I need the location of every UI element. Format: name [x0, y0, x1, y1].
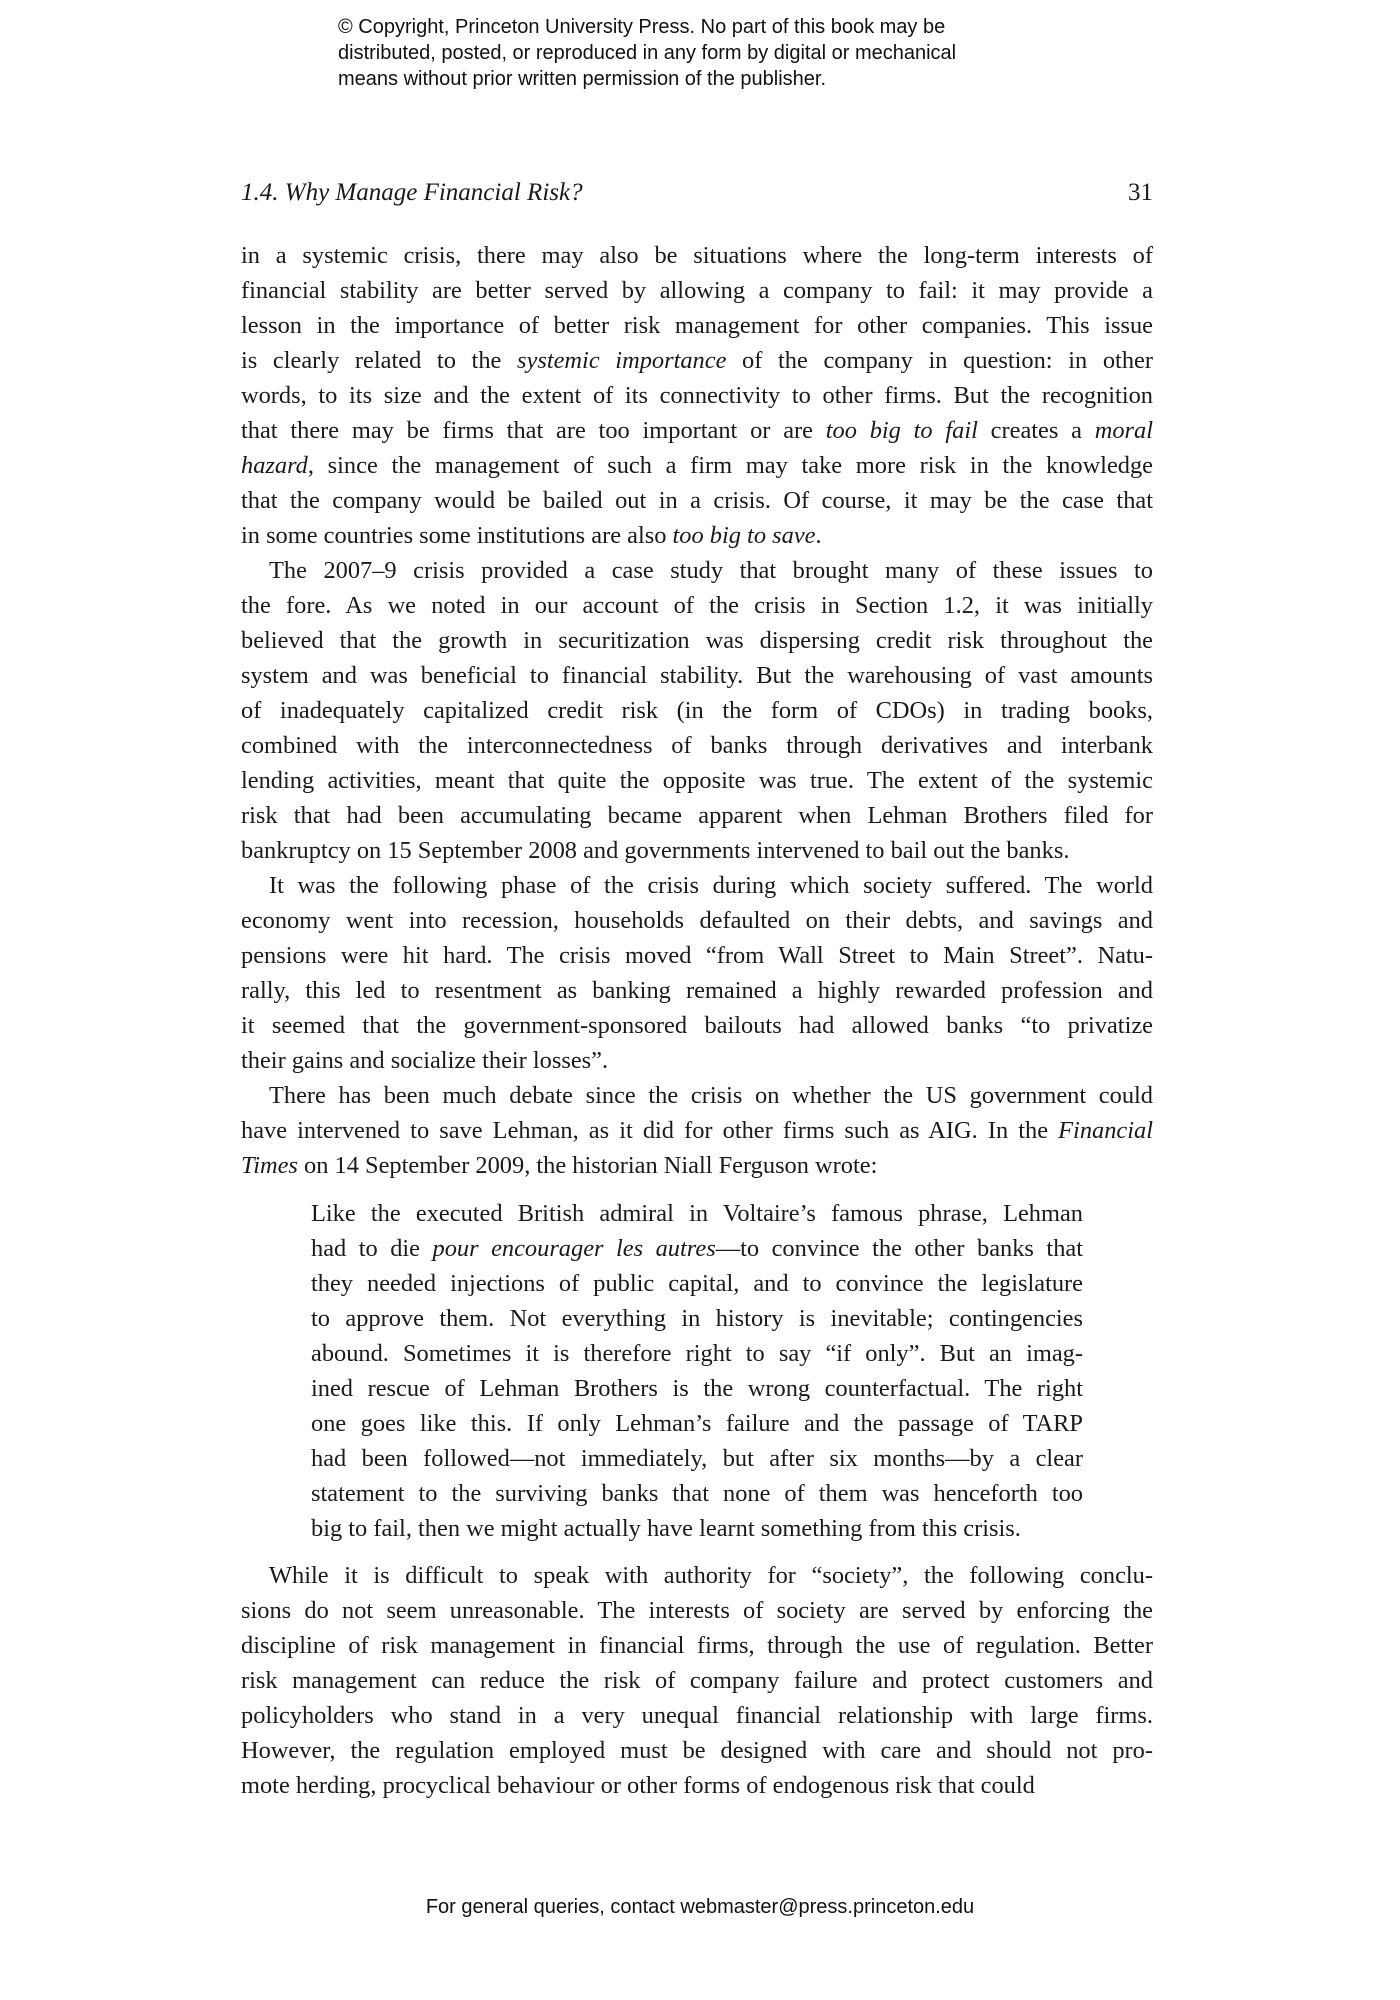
text-line: had to die pour encourager les autres—to convince the other banks that — [311, 1235, 1084, 1262]
text-line: they needed injections of public capital, and to convince the legislature — [311, 1270, 1083, 1297]
paragraph — [241, 1078, 1153, 1183]
text-line: system and was beneficial to financial stability. But the warehousing of vast amounts — [241, 662, 1153, 689]
section-title: 1.4. Why Manage Financial Risk? — [241, 179, 583, 206]
text-line: it seemed that the government-sponsored bailouts had allowed banks “to privatize — [241, 1012, 1153, 1039]
copyright-line: means without prior written permission of the publisher. — [338, 68, 827, 90]
text-line: in some countries some institutions are also too big to save. — [241, 522, 822, 549]
text-line: Times on 14 September 2009, the historian Niall Ferguson wrote: — [241, 1152, 878, 1179]
italic-phrase: too big to save — [672, 522, 816, 549]
block-quote — [311, 1196, 1083, 1546]
text-line: bankruptcy on 15 September 2008 and governments intervened to bail out the banks. — [241, 837, 1070, 864]
text-line: lesson in the importance of better risk management for other companies. This issue — [241, 312, 1153, 339]
text-line: discipline of risk management in financial firms, through the use of regulation. Better — [241, 1632, 1153, 1659]
italic-phrase: too big to fail — [825, 417, 978, 444]
text-line: risk that had been accumulating became apparent when Lehman Brothers filed for — [241, 802, 1153, 829]
text-line: combined with the interconnectedness of banks through derivatives and interbank — [241, 732, 1153, 759]
text-line: Like the executed British admiral in Voltaire’s famous phrase, Lehman — [311, 1200, 1083, 1227]
italic-phrase: hazard — [241, 452, 308, 479]
italic-phrase: moral — [1094, 417, 1154, 444]
text-line: risk management can reduce the risk of company failure and protect customers and — [241, 1667, 1153, 1694]
text-line: policyholders who stand in a very unequal financial relationship with large firms. — [241, 1702, 1153, 1729]
text-line: words, to its size and the extent of its connectivity to other firms. But the recognition — [241, 382, 1153, 409]
footer-contact: For general queries, contact webmaster@press.princeton.edu — [425, 1896, 975, 1918]
text-line: The 2007–9 crisis provided a case study that brought many of these issues to — [269, 557, 1153, 584]
paragraph — [241, 1558, 1153, 1803]
text-line: in a systemic crisis, there may also be situations where the long-term interests of — [241, 242, 1153, 269]
paragraph — [241, 553, 1153, 868]
body-text — [241, 238, 1153, 1803]
text-line: their gains and socialize their losses”. — [241, 1047, 609, 1074]
copyright-notice — [338, 14, 1098, 92]
text-line: believed that the growth in securitization was dispersing credit risk throughout the — [241, 627, 1153, 654]
page-number: 31 — [1128, 179, 1153, 206]
text-line: statement to the surviving banks that none of them was henceforth too — [311, 1480, 1083, 1507]
text-line: had been followed—not immediately, but after six months—by a clear — [311, 1445, 1083, 1472]
text-line: mote herding, procyclical behaviour or other forms of endogenous risk that could — [241, 1772, 1035, 1799]
copyright-line: © Copyright, Princeton University Press. No part of this book may be — [338, 16, 946, 38]
italic-phrase: Times — [241, 1152, 298, 1179]
text-line: is clearly related to the systemic importance of the company in question: in other — [241, 347, 1153, 374]
text-line: sions do not seem unreasonable. The interests of society are served by enforcing the — [241, 1597, 1153, 1624]
text-line: have intervened to save Lehman, as it did for other firms such as AIG. In the Financial — [241, 1117, 1153, 1144]
italic-phrase: pour encourager les autres — [432, 1235, 716, 1262]
running-head — [241, 176, 1153, 210]
text-line: one goes like this. If only Lehman’s failure and the passage of TARP — [311, 1410, 1083, 1437]
text-line: to approve them. Not everything in history is inevitable; contingencies — [311, 1305, 1083, 1332]
text-line: hazard, since the management of such a firm may take more risk in the knowledge — [241, 452, 1153, 479]
text-line: financial stability are better served by allowing a company to fail: it may provide a — [241, 277, 1153, 304]
text-line: big to fail, then we might actually have learnt something from this crisis. — [311, 1515, 1021, 1542]
text-line: that there may be firms that are too important or are too big to fail creates a moral — [241, 417, 1154, 444]
italic-phrase: Financial — [1058, 1117, 1153, 1144]
paragraph — [241, 238, 1153, 553]
text-line: There has been much debate since the crisis on whether the US government could — [269, 1082, 1153, 1109]
text-line: However, the regulation employed must be designed with care and should not pro- — [241, 1737, 1153, 1764]
italic-phrase: systemic importance — [517, 347, 727, 374]
text-line: the fore. As we noted in our account of the crisis in Section 1.2, it was initially — [241, 592, 1153, 619]
text-line: abound. Sometimes it is therefore right to say “if only”. But an imag- — [311, 1340, 1083, 1367]
copyright-line: distributed, posted, or reproduced in any form by digital or mechanical — [338, 42, 957, 64]
text-line: rally, this led to resentment as banking remained a highly rewarded profession and — [241, 977, 1153, 1004]
text-line: It was the following phase of the crisis during which society suffered. The world — [269, 872, 1153, 899]
text-line: that the company would be bailed out in a crisis. Of course, it may be the case that — [241, 487, 1153, 514]
text-line: While it is difficult to speak with authority for “society”, the following conclu- — [269, 1562, 1153, 1589]
paragraph — [241, 868, 1153, 1078]
text-line: ined rescue of Lehman Brothers is the wrong counterfactual. The right — [311, 1375, 1083, 1402]
text-line: of inadequately capitalized credit risk (in the form of CDOs) in trading books, — [241, 697, 1153, 724]
text-line: lending activities, meant that quite the opposite was true. The extent of the systemic — [241, 767, 1153, 794]
text-line: pensions were hit hard. The crisis moved “from Wall Street to Main Street”. Natu- — [241, 942, 1153, 969]
text-line: economy went into recession, households defaulted on their debts, and savings and — [241, 907, 1153, 934]
